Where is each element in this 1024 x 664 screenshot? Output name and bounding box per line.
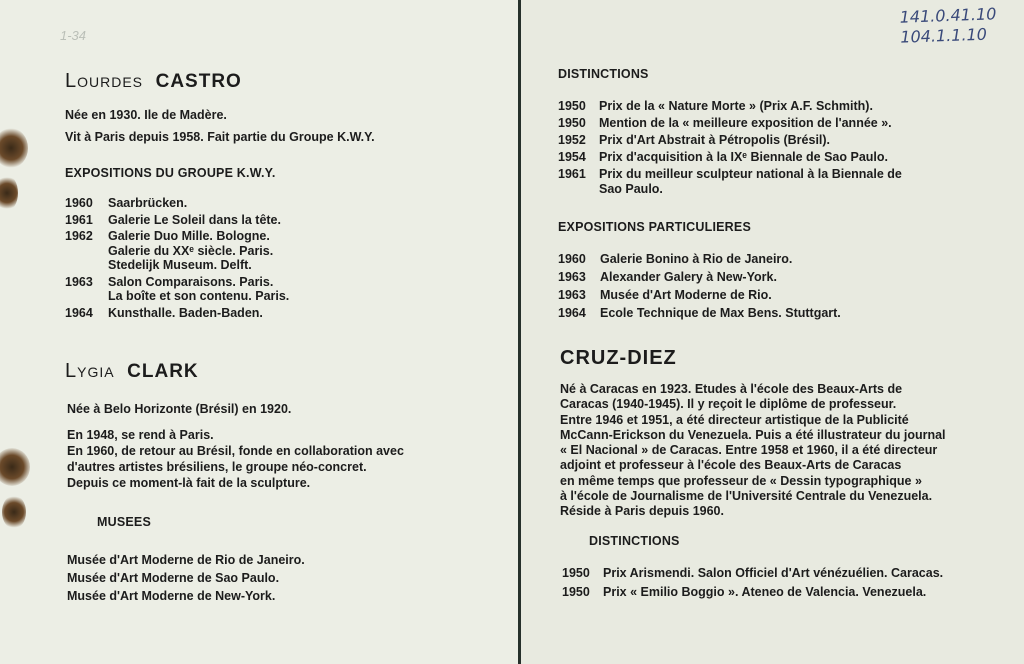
artist-name-cruz-diez: CRUZ-DIEZ bbox=[560, 347, 677, 369]
museum-list bbox=[67, 551, 305, 605]
distinctions-list bbox=[562, 565, 943, 601]
entry-text: Galerie Bonino à Rio de Janeiro. bbox=[600, 252, 793, 266]
handwritten-line: 104.1.1.10 bbox=[900, 24, 988, 47]
bio-line: en même temps que professeur de « Dessin typographique » bbox=[560, 473, 922, 488]
entry-text: Prix de la « Nature Morte » (Prix A.F. Schmith). bbox=[599, 99, 873, 113]
binding-stain bbox=[2, 495, 26, 529]
list-item: Musée d'Art Moderne de New-York. bbox=[67, 589, 276, 603]
entry-text: Salon Comparaisons. Paris. La boîte et son contenu. Paris. bbox=[108, 274, 290, 303]
bio-line: d'autres artistes brésiliens, le groupe néo-concret. bbox=[67, 460, 367, 474]
year: 1964 bbox=[558, 306, 586, 320]
list-item: Musée d'Art Moderne de Sao Paulo. bbox=[67, 571, 280, 585]
year: 1950 bbox=[562, 585, 590, 599]
year: 1960 bbox=[558, 252, 586, 266]
list-item bbox=[65, 306, 289, 321]
bio-line: En 1960, de retour au Brésil, fonde en collaboration avec bbox=[67, 444, 404, 458]
entry-text: Alexander Galery à New-York. bbox=[600, 270, 777, 284]
list-item bbox=[562, 565, 943, 582]
bio-line: Né à Caracas en 1923. Etudes à l'école des Beaux-Arts de bbox=[560, 382, 903, 396]
list-item bbox=[558, 269, 841, 285]
entry-text: Prix d'Art Abstrait à Pétropolis (Brésil). bbox=[599, 133, 831, 147]
handwritten-catalog-number bbox=[899, 4, 997, 47]
last-name: CASTRO bbox=[155, 71, 242, 92]
list-item bbox=[65, 229, 289, 273]
bio-line: Réside à Paris depuis 1960. bbox=[560, 504, 724, 519]
year: 1950 bbox=[558, 116, 586, 130]
pencil-mark: 1-34 bbox=[60, 28, 87, 43]
exhibition-list bbox=[558, 251, 841, 321]
bio-line: « El Nacional » de Caracas. Entre 1958 et 1960, il a été directeur bbox=[560, 443, 938, 458]
bio-line: adjoint et professeur à l'école des Beaux-Arts de Caracas bbox=[560, 458, 902, 473]
last-name: CLARK bbox=[127, 361, 199, 382]
entry-text: Prix d'acquisition à la IXᵉ Biennale de Sao Paulo. bbox=[599, 150, 889, 164]
year: 1952 bbox=[558, 133, 586, 147]
entry-text: Ecole Technique de Max Bens. Stuttgart. bbox=[600, 306, 841, 320]
list-item bbox=[558, 116, 902, 131]
section-heading: MUSEES bbox=[97, 515, 151, 529]
list-item bbox=[558, 287, 841, 303]
year: 1962 bbox=[65, 229, 93, 243]
year: 1963 bbox=[558, 270, 586, 284]
entry-text: Galerie Duo Mille. Bologne. Galerie du XXᵉ siècle. Paris. Stedelijk Museum. Delft. bbox=[108, 229, 274, 272]
year: 1961 bbox=[558, 167, 586, 181]
list-item bbox=[558, 167, 902, 197]
entry-text: Saarbrücken. bbox=[108, 196, 188, 210]
list-item bbox=[65, 213, 289, 228]
section-heading: DISTINCTIONS bbox=[558, 67, 649, 81]
list-item bbox=[562, 584, 943, 601]
handwritten-line: 141.0.41.10 bbox=[899, 4, 997, 27]
list-item bbox=[558, 133, 902, 148]
bio-block bbox=[67, 427, 404, 491]
year: 1960 bbox=[65, 196, 93, 210]
entry-text: Galerie Le Soleil dans la tête. bbox=[108, 212, 281, 227]
section-heading: DISTINCTIONS bbox=[589, 534, 680, 548]
list-item bbox=[558, 305, 841, 321]
bio-line: à l'école de Journalisme de l'Université Centrale du Venezuela. bbox=[560, 489, 933, 504]
year: 1963 bbox=[65, 274, 93, 289]
entry-text: Mention de la « meilleure exposition de l'année ». bbox=[599, 116, 892, 130]
entry-text: Prix « Emilio Boggio ». Ateneo de Valencia. Venezuela. bbox=[603, 585, 927, 599]
year: 1964 bbox=[65, 305, 93, 320]
list-item: Musée d'Art Moderne de Rio de Janeiro. bbox=[67, 553, 305, 567]
entry-text: Musée d'Art Moderne de Rio. bbox=[600, 288, 772, 302]
exhibition-list bbox=[65, 196, 289, 320]
first-name: Lygia bbox=[65, 360, 115, 382]
section-heading: EXPOSITIONS PARTICULIERES bbox=[558, 220, 751, 234]
bio-line: McCann-Erickson du Venezuela. Puis a été illustrateur du journal bbox=[560, 427, 946, 442]
list-item bbox=[558, 150, 902, 165]
bio-line: Née à Belo Horizonte (Brésil) en 1920. bbox=[67, 402, 292, 416]
bio-line: Née en 1930. Ile de Madère. bbox=[65, 108, 227, 122]
entry-text: Kunsthalle. Baden-Baden. bbox=[108, 305, 263, 320]
bio-line: Caracas (1940-1945). Il y reçoit le diplôme de professeur. bbox=[560, 397, 897, 412]
year: 1963 bbox=[558, 288, 586, 302]
bio-line: Entre 1946 et 1951, a été directeur artistique de la Publicité bbox=[560, 412, 909, 427]
first-name: Lourdes bbox=[65, 70, 144, 92]
bio-block bbox=[560, 382, 946, 520]
year: 1950 bbox=[558, 99, 586, 113]
list-item bbox=[65, 275, 289, 304]
list-item bbox=[558, 99, 902, 114]
entry-text: Prix du meilleur sculpteur national à la Biennale de Sao Paulo. bbox=[599, 167, 902, 196]
bio-line: Vit à Paris depuis 1958. Fait partie du Groupe K.W.Y. bbox=[65, 130, 375, 144]
bio-line: En 1948, se rend à Paris. bbox=[67, 428, 214, 442]
list-item bbox=[65, 196, 289, 211]
distinctions-list bbox=[558, 99, 902, 197]
section-heading: EXPOSITIONS DU GROUPE K.W.Y. bbox=[65, 166, 276, 180]
bio-line: Depuis ce moment-là fait de la sculpture. bbox=[67, 476, 311, 490]
year: 1961 bbox=[65, 212, 93, 227]
list-item bbox=[558, 251, 841, 267]
artist-name-castro bbox=[65, 70, 242, 93]
year: 1950 bbox=[562, 566, 590, 580]
entry-text: Prix Arismendi. Salon Officiel d'Art vénézuélien. Caracas. bbox=[603, 566, 944, 580]
page-fold bbox=[518, 0, 521, 664]
year: 1954 bbox=[558, 150, 586, 164]
artist-name-clark bbox=[65, 360, 199, 383]
